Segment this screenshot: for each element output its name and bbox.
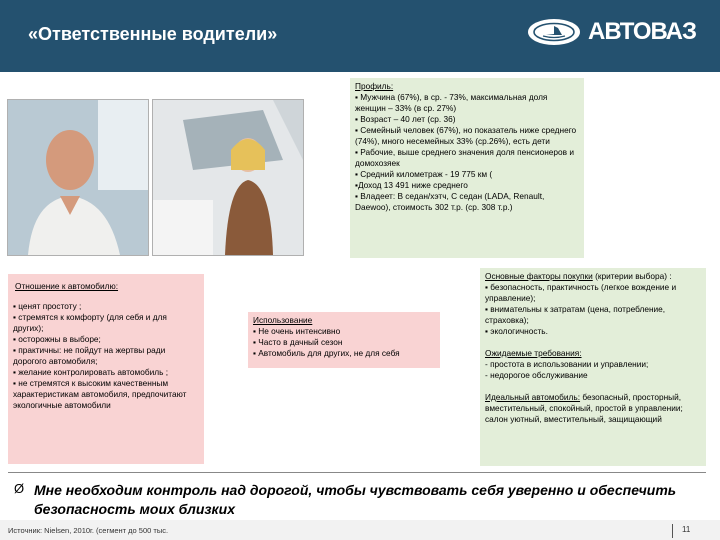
expected-item: - простота в использовании и управлении; [485, 359, 649, 369]
usage-box [248, 312, 440, 368]
attitude-item: ▪ осторожны в выборе; [13, 334, 101, 344]
ideal-text: безопасный, просторный, вместительный, спокойный, простой в управлении; салон уютный, вместительный, защищающий [485, 392, 683, 424]
man-photo [7, 99, 149, 256]
attitude-item: ▪ желание контролировать автомобиль ; [13, 367, 169, 377]
attitude-item: ▪ стремятся к комфорту (для себя и для других); [13, 312, 167, 333]
usage-item: ▪ Не очень интенсивно [253, 326, 341, 336]
usage-item: ▪ Автомобиль для других, не для себя [253, 348, 400, 358]
profile-item: ▪Доход 13 491 ниже среднего [355, 180, 468, 190]
source-note: Источник: Nielsen, 2010г. (сегмент до 500 тыс. [8, 526, 169, 535]
page-number: 11 [682, 525, 691, 534]
purchase-factors-box [480, 268, 706, 466]
attitude-box [8, 274, 204, 464]
logo-text: АВТОВАЗ [588, 18, 696, 45]
factors-item: ▪ внимательны к затратам (цена, потребление, страховка); [485, 304, 666, 325]
attitude-item: ▪ ценят простоту ; [13, 301, 82, 311]
factors-heading-line [485, 271, 701, 282]
expected-item: - недорогое обслуживание [485, 370, 588, 380]
profile-item: ▪ Возраст – 40 лет (ср. 36) [355, 114, 456, 124]
page-title: «Ответственные водители» [28, 24, 278, 44]
profile-box [350, 78, 584, 258]
factors-item: ▪ безопасность, практичность (легкое вождение и управление); [485, 282, 677, 303]
attitude-item: ▪ не стремятся к высоким качественным характеристикам автомобиля, предпочитают экологичные автомобили [13, 378, 187, 410]
arrow-bullet-icon: Ø [14, 481, 25, 496]
lada-boat-icon [528, 19, 580, 45]
consumer-quote: Мне необходим контроль над дорогой, чтобы чувствовать себя уверенно и обеспечить безопасность моих близких [34, 482, 677, 517]
usage-heading: Использование [253, 315, 313, 325]
avtovaz-logo [528, 18, 696, 46]
profile-item: ▪ Мужчина (67%), в ср. - 73%, максимальная доля женщин – 33% (в ср. 27%) [355, 92, 548, 113]
profile-item: ▪ Семейный человек (67%), но показатель ниже среднего (74%), много несемейных 33% (ср.26%), есть дети [355, 125, 577, 146]
attitude-heading: Отношение к автомобилю: [15, 281, 119, 291]
profile-item: ▪ Средний километраж - 19 775 км ( [355, 169, 493, 179]
usage-item: ▪ Часто в дачный сезон [253, 337, 343, 347]
profile-item: ▪ Рабочие, выше среднего значения доля пенсионеров и домохозяек [355, 147, 574, 168]
ideal-heading: Идеальный автомобиль: [485, 392, 581, 402]
factors-heading: Основные факторы покупки [485, 271, 593, 281]
profile-heading: Профиль: [355, 81, 394, 91]
factors-item: ▪ экологичность. [485, 326, 548, 336]
expected-heading: Ожидаемые требования: [485, 348, 582, 358]
footer-divider [672, 524, 673, 538]
factors-heading-rest: (критерии выбора) : [592, 271, 672, 281]
ideal-line [485, 392, 701, 425]
woman-in-car-photo [152, 99, 304, 256]
profile-item: ▪ Владеет: В седан/хэтч, С седан (LADA, Renault, Daewoo), стоимость 302 т.р. (ср. 308 т.р.) [355, 191, 545, 212]
attitude-item: ▪ практичны: не пойдут на жертвы ради дорогого автомобиля; [13, 345, 166, 366]
